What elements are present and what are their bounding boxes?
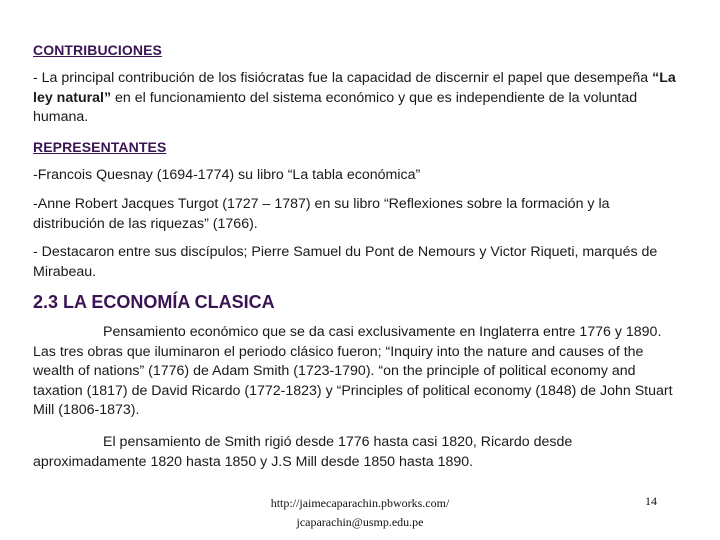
contribuciones-text-end: en el funcionamiento del sistema económico y que es independiente de la voluntad humana. xyxy=(33,89,638,125)
ley-natural-bold: “La ley natural” xyxy=(33,70,676,106)
economia-clasica-text-1: Pensamiento económico que se da casi exclusivamente en Inglaterra entre 1776 y 1890. Las tres obras que iluminaron el periodo clásico fueron; “Inquiry into the nature and causes of the wealth of nations” (1776) de Adam Smith (1723-1790). “on the principle of political economy and taxation (1817) de David Ricardo (1772-1823) y “Principles of political economy (1848) de John Stuart Mill (1806-1873). xyxy=(33,324,673,418)
economia-clasica-paragraph-1 xyxy=(33,323,683,421)
contribuciones-heading: CONTRIBUCIONES xyxy=(33,42,162,58)
page-number: 14 xyxy=(645,494,657,508)
section-title: 2.3 LA ECONOMÍA CLASICA xyxy=(33,292,275,312)
contribuciones-paragraph xyxy=(33,69,683,128)
footer-contact xyxy=(230,494,490,532)
representantes-heading: REPRESENTANTES xyxy=(33,139,167,155)
representante-quesnay: -Francois Quesnay (1694-1774) su libro “La tabla económica” xyxy=(33,167,421,183)
footer-url-link[interactable]: http://jaimecaparachin.pbworks.com/ xyxy=(270,496,450,510)
economia-clasica-text-2: El pensamiento de Smith rigió desde 1776 hasta casi 1820, Ricardo desde aproximadamente 1820 hasta 1850 y J.S Mill desde 1850 hasta 1890. xyxy=(33,434,573,470)
economia-clasica-paragraph-2 xyxy=(33,433,683,472)
representante-turgot: -Anne Robert Jacques Turgot (1727 – 1787) en su libro “Reflexiones sobre la formación y la distribución de las riquezas” (1766). xyxy=(33,196,610,232)
footer-email[interactable]: jcaparachin@usmp.edu.pe xyxy=(296,515,424,529)
contribuciones-text-start: - La principal contribución de los fisiócratas fue la capacidad de discernir el papel que desempeña xyxy=(33,70,653,86)
representante-discipulos: - Destacaron entre sus discípulos; Pierre Samuel du Pont de Nemours y Victor Riqueti, marqués de Mirabeau. xyxy=(33,244,658,280)
